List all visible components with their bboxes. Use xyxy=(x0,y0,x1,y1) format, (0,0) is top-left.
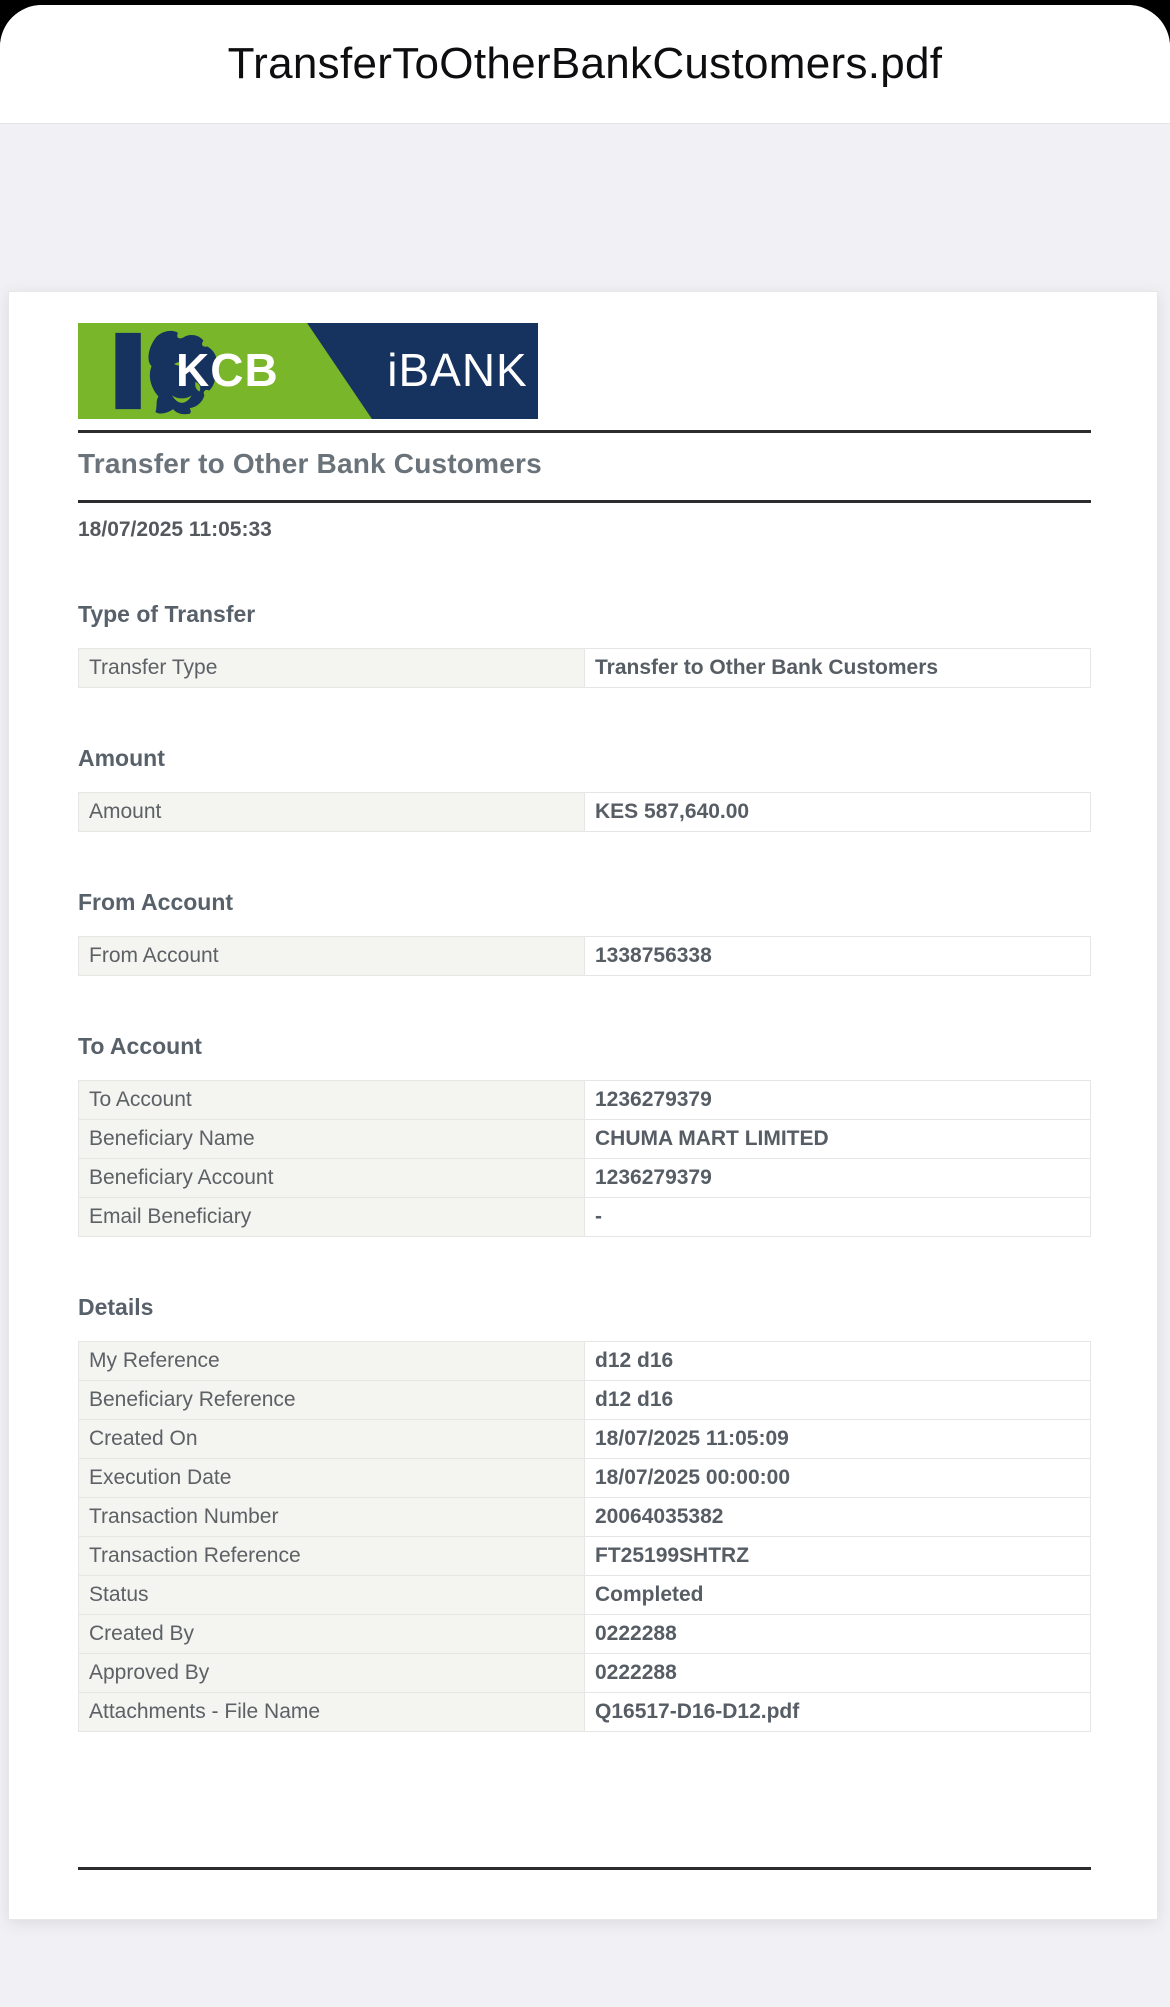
row-value: 1236279379 xyxy=(585,1159,1091,1198)
row-value: 0222288 xyxy=(585,1654,1091,1693)
row-value: Q16517-D16-D12.pdf xyxy=(585,1693,1091,1732)
kcb-ibank-logo xyxy=(78,323,538,419)
table-row xyxy=(79,1537,1091,1576)
table-row xyxy=(79,1420,1091,1459)
row-value: 18/07/2025 11:05:09 xyxy=(585,1420,1091,1459)
row-value: FT25199SHTRZ xyxy=(585,1537,1091,1576)
table-row xyxy=(79,1654,1091,1693)
divider-top xyxy=(78,430,1091,433)
table-row xyxy=(79,1081,1091,1120)
table-row xyxy=(79,1615,1091,1654)
table-row xyxy=(79,1381,1091,1420)
row-label: Execution Date xyxy=(79,1459,585,1498)
divider-footer xyxy=(78,1867,1091,1870)
table-row xyxy=(79,1576,1091,1615)
table-row xyxy=(79,1459,1091,1498)
section-heading-type-of-transfer: Type of Transfer xyxy=(78,601,256,627)
amount-table xyxy=(78,792,1091,832)
row-label: From Account xyxy=(79,937,585,976)
table-row xyxy=(79,1198,1091,1237)
document-filename: TransferToOtherBankCustomers.pdf xyxy=(227,39,943,88)
row-label: Beneficiary Account xyxy=(79,1159,585,1198)
row-label: Status xyxy=(79,1576,585,1615)
row-label: Approved By xyxy=(79,1654,585,1693)
divider-under-title xyxy=(78,500,1091,503)
section-heading-amount: Amount xyxy=(78,745,165,771)
document-title: Transfer to Other Bank Customers xyxy=(78,448,542,479)
details-table xyxy=(78,1341,1091,1732)
row-label: Beneficiary Name xyxy=(79,1120,585,1159)
row-value: d12 d16 xyxy=(585,1381,1091,1420)
row-value: Transfer to Other Bank Customers xyxy=(585,649,1091,688)
row-value: Completed xyxy=(585,1576,1091,1615)
section-heading-to-account: To Account xyxy=(78,1033,202,1059)
row-label: Created On xyxy=(79,1420,585,1459)
row-value: 20064035382 xyxy=(585,1498,1091,1537)
type-of-transfer-table xyxy=(78,648,1091,688)
from-account-table xyxy=(78,936,1091,976)
viewer-titlebar xyxy=(0,5,1170,124)
logo-brand-text: KCB xyxy=(176,343,279,396)
row-label: To Account xyxy=(79,1081,585,1120)
logo-product-text: iBANK xyxy=(387,343,528,396)
table-row xyxy=(79,649,1091,688)
table-row xyxy=(79,1159,1091,1198)
row-value: 1338756338 xyxy=(585,937,1091,976)
row-label: Amount xyxy=(79,793,585,832)
row-value: 18/07/2025 00:00:00 xyxy=(585,1459,1091,1498)
pdf-viewer-canvas[interactable] xyxy=(0,124,1170,2007)
row-label: Transaction Reference xyxy=(79,1537,585,1576)
row-label: Transaction Number xyxy=(79,1498,585,1537)
row-label: Attachments - File Name xyxy=(79,1693,585,1732)
row-label: Email Beneficiary xyxy=(79,1198,585,1237)
section-heading-details: Details xyxy=(78,1294,154,1320)
table-row xyxy=(79,1120,1091,1159)
row-value: d12 d16 xyxy=(585,1342,1091,1381)
row-label: Transfer Type xyxy=(79,649,585,688)
table-row xyxy=(79,793,1091,832)
section-heading-from-account: From Account xyxy=(78,889,234,915)
pdf-page xyxy=(8,291,1158,1920)
row-value: 0222288 xyxy=(585,1615,1091,1654)
to-account-table xyxy=(78,1080,1091,1237)
row-value: KES 587,640.00 xyxy=(585,793,1091,832)
pdf-preview-sheet xyxy=(0,5,1170,2007)
row-value: CHUMA MART LIMITED xyxy=(585,1120,1091,1159)
row-value: - xyxy=(585,1198,1091,1237)
table-row xyxy=(79,1693,1091,1732)
generated-timestamp: 18/07/2025 11:05:33 xyxy=(78,518,272,541)
row-label: Beneficiary Reference xyxy=(79,1381,585,1420)
table-row xyxy=(79,1498,1091,1537)
row-label: My Reference xyxy=(79,1342,585,1381)
row-label: Created By xyxy=(79,1615,585,1654)
table-row xyxy=(79,1342,1091,1381)
row-value: 1236279379 xyxy=(585,1081,1091,1120)
table-row xyxy=(79,937,1091,976)
